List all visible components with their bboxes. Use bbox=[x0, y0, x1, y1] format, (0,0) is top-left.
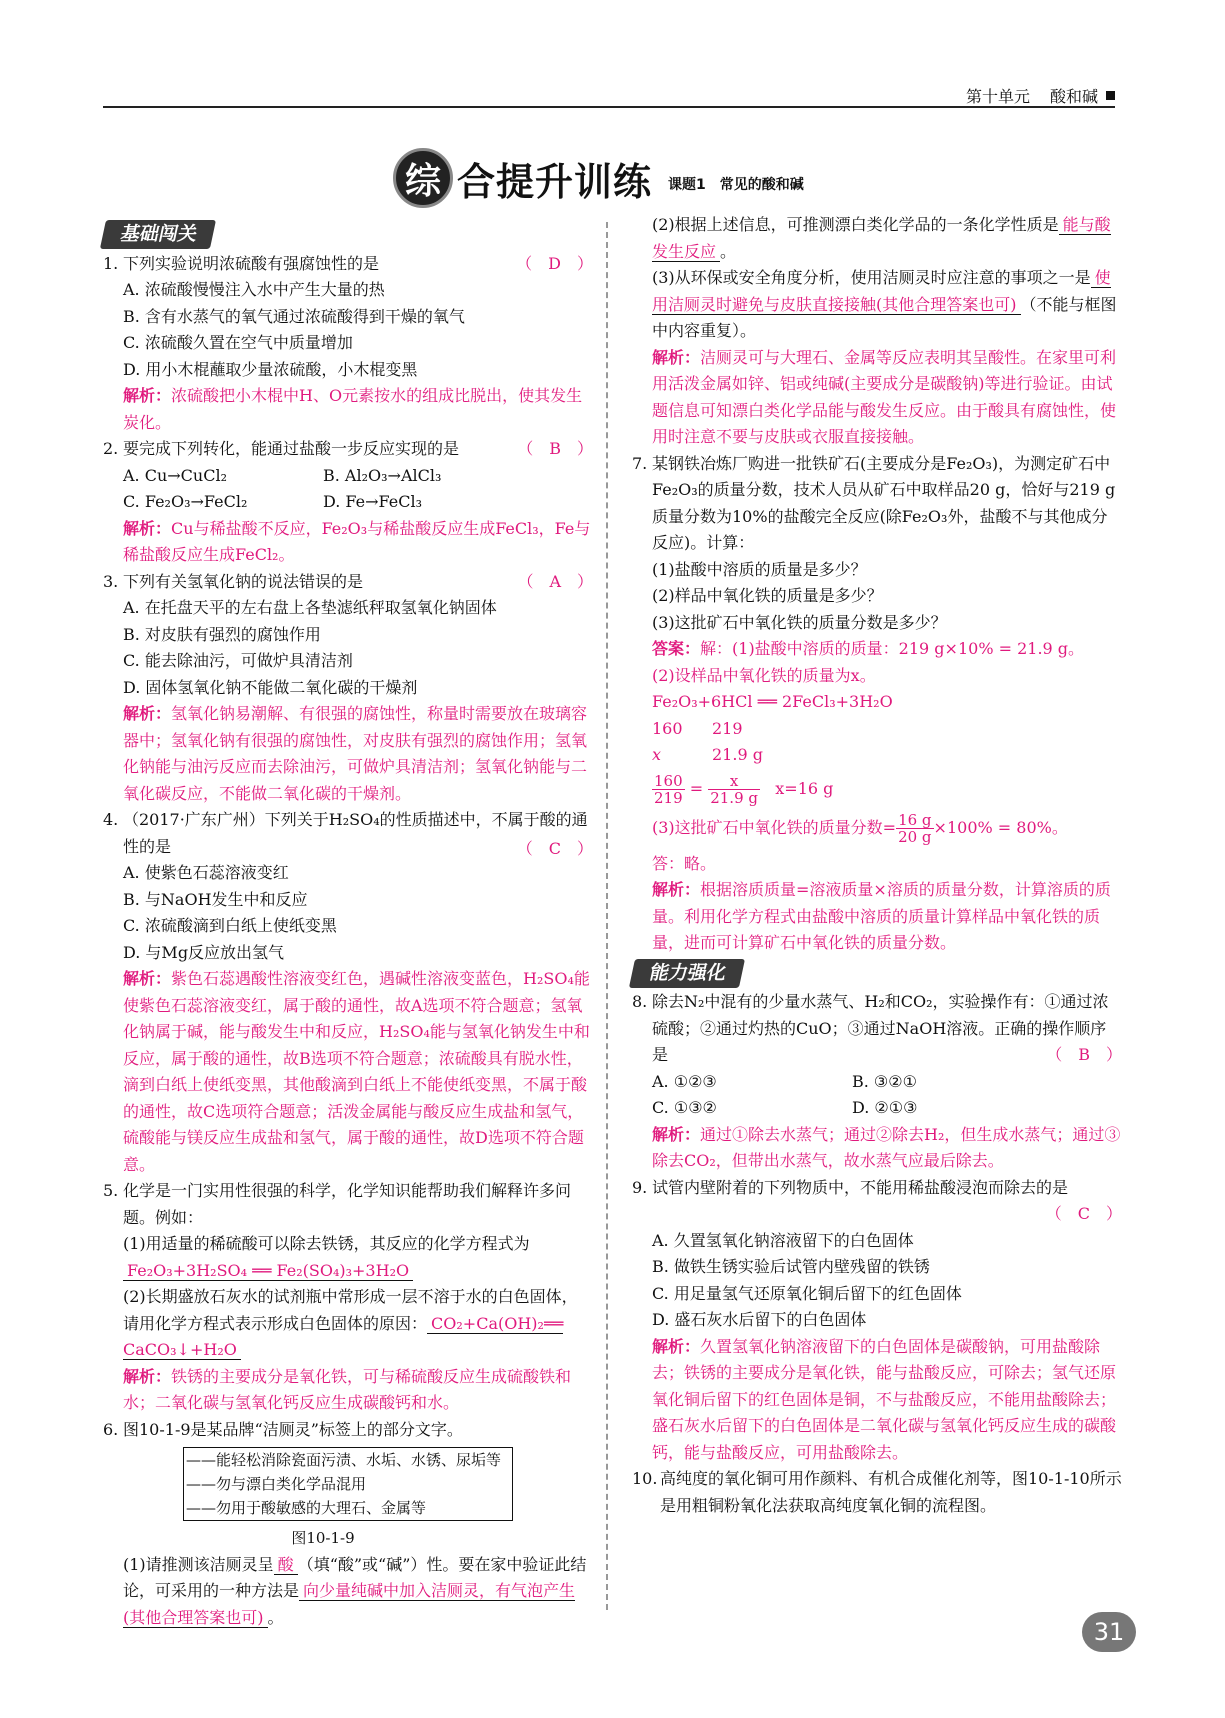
solution-line: (2)设样品中氧化铁的质量为x。 bbox=[652, 665, 876, 685]
right-column bbox=[632, 212, 1122, 1519]
sub-question: (1)盐酸中溶质的质量是多少？ bbox=[652, 559, 867, 579]
question-6 bbox=[103, 1417, 593, 1632]
title-main: 合提升训练 bbox=[457, 159, 653, 204]
analysis-2 bbox=[103, 516, 593, 569]
sub-question: (2)根据上述信息，可推测漂白类化学品的一条化学性质是 bbox=[652, 215, 1059, 234]
fill-answer: 能与酸发生反应 bbox=[652, 215, 1111, 261]
ratio-value: 219 bbox=[712, 718, 743, 738]
sub-question: (2)长期盛放石灰水的试剂瓶中常形成一层不溶于水的白色固体，请用化学方程式表示形成白色固体的原因： bbox=[123, 1287, 578, 1333]
option: B. 对皮肤有强烈的腐蚀作用 bbox=[123, 624, 321, 644]
question-3 bbox=[103, 569, 593, 702]
question-number: 10. bbox=[632, 1469, 658, 1488]
sub-question: （不能与框图中内容重复）。 bbox=[652, 294, 1117, 340]
fill-answer: 酸 bbox=[274, 1555, 298, 1575]
option: A. Cu→CuCl₂ bbox=[123, 465, 227, 485]
analysis-label: 解析： bbox=[652, 880, 701, 899]
option: A. 久置氢氧化钠溶液留下的白色固体 bbox=[652, 1230, 914, 1250]
question-6-cont bbox=[632, 212, 1122, 345]
analysis-text: 洁厕灵可与大理石、金属等反应表明其呈酸性。在家里可利用活泼金属如锌、铝或纯碱(主要成分是碳酸钠)等进行验证。由试题信息可知漂白类化学品能与酸发生反应。由于酸具有腐蚀性，使用时注意不要与皮肤或衣服直接接触。 bbox=[652, 347, 1117, 446]
question-number: 6. bbox=[103, 1419, 119, 1439]
label-line: ——勿与漂白类化学品混用 bbox=[186, 1475, 367, 1493]
question-stem: 某钢铁冶炼厂购进一批铁矿石(主要成分是Fe₂O₃)，为测定矿石中Fe₂O₃的质量分数，技术人员从矿石中取样品20 g，恰好与219 g质量分数为10%的盐酸完全反应(除Fe₂O₃外，盐酸不与其他成分反应)。计算： bbox=[652, 453, 1116, 552]
header-unit: 第十单元 bbox=[965, 86, 1030, 106]
question-9 bbox=[632, 1175, 1122, 1334]
option: A. 浓硫酸慢慢注入水中产生大量的热 bbox=[123, 280, 385, 299]
analysis-label: 解析： bbox=[123, 1366, 172, 1386]
option: B. 含有水蒸气的氧气通过浓硫酸得到干燥的氧气 bbox=[123, 306, 465, 326]
analysis-3 bbox=[103, 701, 593, 807]
fill-answer: 向少量纯碱中加入洁厕灵，有气泡产生(其他合理答案也可) bbox=[123, 1581, 576, 1627]
option: C. 浓硫酸久置在空气中质量增加 bbox=[123, 333, 353, 352]
solution-line: ×100% = 80%。 bbox=[933, 817, 1068, 837]
numerator: 160 bbox=[654, 771, 683, 790]
punct: 。 bbox=[267, 1607, 284, 1627]
solution-line: 答：略。 bbox=[652, 853, 717, 873]
option: C. ①③② bbox=[652, 1098, 717, 1117]
question-stem: 要完成下列转化，能通过盐酸一步反应实现的是 bbox=[123, 439, 460, 458]
result: x=16 g bbox=[775, 778, 834, 798]
analysis-8 bbox=[632, 1122, 1122, 1175]
option: C. 浓硫酸滴到白纸上使纸变黑 bbox=[123, 916, 337, 935]
running-header bbox=[103, 84, 1115, 108]
answer: （ C ） bbox=[1045, 1204, 1122, 1223]
option: C. 用足量氢气还原氧化铜后留下的红色固体 bbox=[652, 1283, 962, 1303]
title-circle: 综 bbox=[393, 148, 453, 208]
analysis-text: 久置氢氧化钠溶液留下的白色固体是碳酸钠，可用盐酸除去；铁锈的主要成分是氧化铁，能与盐酸反应，可除去；氢气还原氧化铜后留下的红色固体是铜，不与盐酸反应，不能用盐酸除去；盛石灰水后留下的白色固体是二氧化碳与氢氧化钙反应生成的碳酸钙，能与盐酸反应，可用盐酸除去。 bbox=[652, 1336, 1117, 1462]
question-stem: 下列实验说明浓硫酸有强腐蚀性的是 bbox=[123, 253, 380, 273]
answer-label: 答案： bbox=[652, 639, 701, 658]
title-sub: 课题1 常见的酸和碱 bbox=[668, 177, 804, 193]
option: A. 使紫色石蕊溶液变红 bbox=[123, 863, 289, 882]
sub-question: （填“酸”或“碱”）性。要在家中验证此结论，可采用的一种方法是 bbox=[123, 1554, 587, 1600]
analysis-label: 解析： bbox=[123, 518, 172, 538]
fill-answer: 使用洁厕灵时避免与皮肤直接接触(其他合理答案也可) bbox=[652, 268, 1111, 314]
equation: Fe₂O₃+6HCl ══ 2FeCl₃+3H₂O bbox=[652, 692, 893, 711]
ratio-value: 21.9 g bbox=[712, 745, 763, 764]
fill-answer: Fe₂O₃+3H₂SO₄ ══ Fe₂(SO₄)₃+3H₂O bbox=[123, 1261, 413, 1281]
question-number: 7. bbox=[632, 453, 648, 473]
option: B. 做铁生锈实验后试管内壁残留的铁锈 bbox=[652, 1257, 930, 1276]
question-number: 5. bbox=[103, 1181, 119, 1200]
section-ability: 能力强化 bbox=[629, 959, 745, 988]
question-4 bbox=[103, 807, 593, 966]
question-stem: （2017·广东广州）下列关于H₂SO₄的性质描述中，不属于酸的通性的是 bbox=[123, 810, 588, 856]
question-stem: 下列有关氢氧化钠的说法错误的是 bbox=[123, 571, 364, 591]
analysis-text: 通过①除去水蒸气；通过②除去H₂，但生成水蒸气；通过③除去CO₂，但带出水蒸气，故水蒸气应最后除去。 bbox=[652, 1124, 1121, 1170]
column-divider bbox=[606, 222, 608, 1610]
question-1 bbox=[103, 251, 593, 384]
analysis-4 bbox=[103, 966, 593, 1178]
options-row bbox=[103, 463, 593, 490]
option: B. 与NaOH发生中和反应 bbox=[123, 889, 308, 909]
sub-question: (2)样品中氧化铁的质量是多少？ bbox=[652, 586, 883, 605]
punct: 。 bbox=[720, 241, 737, 261]
question-number: 9. bbox=[632, 1177, 648, 1197]
product-label-box bbox=[183, 1447, 513, 1521]
ratio-value: 160 bbox=[652, 718, 683, 738]
section-basic: 基础闯关 bbox=[100, 220, 216, 249]
analysis-7 bbox=[632, 877, 1122, 957]
question-number: 2. bbox=[103, 439, 119, 458]
analysis-text: 铁锈的主要成分是氧化铁，可与稀硫酸反应生成硫酸铁和水；二氧化碳与氢氧化钙反应生成碳酸钙和水。 bbox=[123, 1366, 572, 1412]
option: B. ③②① bbox=[852, 1071, 917, 1091]
option: A. ①②③ bbox=[652, 1071, 717, 1091]
option: C. 能去除油污，可做炉具清洁剂 bbox=[123, 651, 353, 670]
answer: （ A ） bbox=[517, 571, 593, 591]
denominator: 20 g bbox=[898, 827, 932, 846]
numerator: x bbox=[708, 773, 760, 790]
page-number: 31 bbox=[1082, 1612, 1136, 1652]
solution-line: (3)这批矿石中氧化铁的质量分数= bbox=[652, 817, 897, 837]
question-5 bbox=[103, 1178, 593, 1364]
question-stem: 图10-1-9是某品牌“洁厕灵”标签上的部分文字。 bbox=[123, 1419, 463, 1439]
figure-caption: 图10-1-9 bbox=[291, 1529, 355, 1547]
analysis-text: 浓硫酸把小木棍中H、O元素按水的组成比脱出，使其发生炭化。 bbox=[123, 386, 583, 432]
question-8 bbox=[632, 989, 1122, 1069]
analysis-label: 解析： bbox=[123, 704, 172, 723]
fraction bbox=[652, 773, 685, 806]
option: D. ②①③ bbox=[852, 1098, 918, 1117]
analysis-text: 紫色石蕊遇酸性溶液变红色，遇碱性溶液变蓝色，H₂SO₄能使紫色石蕊溶液变红，属于酸的通性，故A选项不符合题意；氢氧化钠属于碱，能与酸发生中和反应，H₂SO₄能与氢氧化钠发生中和反应，属于酸的通性，故B选项不符合题意；浓硫酸具有脱水性，滴到白纸上使纸变黑，其他酸滴到白纸上不能使纸变黑，不属于酸的通性，故C选项符合题意；活泼金属能与酸反应生成盐和氢气，硫酸能与镁反应生成盐和氢气，属于酸的通性，故D选项不符合题意。 bbox=[123, 969, 590, 1174]
question-10 bbox=[632, 1466, 1122, 1519]
sub-question: (1)用适量的稀硫酸可以除去铁锈，其反应的化学方程式为 bbox=[123, 1234, 530, 1253]
denominator: 219 bbox=[654, 788, 683, 807]
option: D. 用小木棍蘸取少量浓硫酸，小木棍变黑 bbox=[123, 359, 418, 379]
numerator: 16 g bbox=[898, 810, 932, 829]
analysis-text: Cu与稀盐酸不反应，Fe₂O₃与稀盐酸反应生成FeCl₃，Fe与稀盐酸反应生成FeCl₂。 bbox=[123, 518, 591, 564]
options-row bbox=[632, 1069, 1122, 1096]
option: D. 盛石灰水后留下的白色固体 bbox=[652, 1310, 867, 1329]
question-stem: 除去N₂中混有的少量水蒸气、H₂和CO₂，实验操作有：①通过浓硫酸；②通过灼热的CuO；③通过NaOH溶液。正确的操作顺序是 bbox=[652, 992, 1109, 1064]
answer: （ C ） bbox=[516, 838, 593, 858]
analysis-9 bbox=[632, 1334, 1122, 1467]
analysis-1 bbox=[103, 383, 593, 436]
page-title bbox=[393, 148, 804, 208]
analysis-label: 解析： bbox=[652, 1336, 701, 1356]
fraction bbox=[896, 812, 933, 845]
option: D. 固体氢氧化钠不能做二氧化碳的干燥剂 bbox=[123, 677, 418, 697]
denominator: 21.9 g bbox=[710, 788, 758, 807]
analysis-text: 氢氧化钠易潮解、有很强的腐蚀性，称量时需要放在玻璃容器中；氢氧化钠有很强的腐蚀性，对皮肤有强烈的腐蚀作用；氢氧化钠能与油污反应而去除油污，可做炉具清洁剂；氢氧化钠能与二氧化碳反应，不能做二氧化碳的干燥剂。 bbox=[123, 704, 588, 803]
sub-question: (3)从环保或安全角度分析，使用洁厕灵时应注意的事项之一是 bbox=[652, 268, 1091, 287]
option: D. 与Mg反应放出氢气 bbox=[123, 942, 285, 962]
sub-question: (1)请推测该洁厕灵呈 bbox=[123, 1554, 274, 1574]
analysis-6 bbox=[632, 345, 1122, 451]
answer: （ B ） bbox=[1046, 1045, 1122, 1064]
header-topic: 酸和碱 bbox=[1049, 86, 1098, 106]
square-icon bbox=[1106, 91, 1115, 100]
analysis-label: 解析： bbox=[123, 969, 172, 988]
answer: （ D ） bbox=[516, 253, 593, 273]
sub-question: (3)这批矿石中氧化铁的质量分数是多少？ bbox=[652, 612, 947, 632]
option: D. Fe→FeCl₃ bbox=[323, 492, 422, 511]
fraction bbox=[708, 773, 760, 806]
answer: （ B ） bbox=[517, 439, 593, 458]
options-row bbox=[632, 1095, 1122, 1122]
question-stem: 化学是一门实用性很强的科学，化学知识能帮助我们解释许多问题。例如： bbox=[123, 1181, 572, 1227]
question-stem: 试管内壁附着的下列物质中，不能用稀盐酸浸泡而除去的是 bbox=[652, 1177, 1069, 1197]
option: A. 在托盘天平的左右盘上各垫滤纸秤取氢氧化钠固体 bbox=[123, 598, 497, 617]
question-number: 3. bbox=[103, 571, 119, 591]
question-7 bbox=[632, 451, 1122, 878]
question-stem: 高纯度的氧化铜可用作颜料、有机合成催化剂等，图10-1-10所示是用粗铜粉氧化法获取高纯度氧化铜的流程图。 bbox=[660, 1469, 1122, 1515]
analysis-5 bbox=[103, 1364, 593, 1417]
analysis-label: 解析： bbox=[123, 386, 172, 405]
options-row bbox=[103, 489, 593, 516]
left-column bbox=[103, 218, 593, 1631]
solution-line: 解：(1)盐酸中溶质的质量：219 g×10% = 21.9 g。 bbox=[700, 639, 1085, 658]
option: B. Al₂O₃→AlCl₃ bbox=[323, 465, 442, 485]
label-line: ——勿用于酸敏感的大理石、金属等 bbox=[186, 1499, 427, 1517]
question-number: 8. bbox=[632, 992, 648, 1011]
analysis-text: 根据溶质质量=溶液质量×溶质的质量分数，计算溶质的质量。利用化学方程式由盐酸中溶质的质量计算样品中氧化铁的质量，进而可计算矿石中氧化铁的质量分数。 bbox=[652, 880, 1111, 952]
fill-answer: CO₂+Ca(OH)₂══ CaCO₃↓+H₂O bbox=[123, 1313, 564, 1359]
solution: 答案：解：(1)盐酸中溶质的质量：219 g×10% = 21.9 g。 (2)设样品中氧化铁的质量为x。 Fe₂O₃+6HCl ══ 2FeCl₃+3H₂O 160 219 x 21.9 g $\frac{160}{219}$ = $\frac{x}{21.9 g}$ x=16 g (3)这批矿石中氧化铁的质量分数= $\frac{16 g}{20 g}$ ×100% = 80%。 答：略。 bbox=[652, 636, 1122, 877]
label-line: ——能轻松消除瓷面污渍、水垢、水锈、尿垢等 bbox=[186, 1451, 502, 1469]
analysis-label: 解析： bbox=[652, 1124, 701, 1144]
question-2 bbox=[103, 436, 593, 463]
ratio-value: x bbox=[652, 745, 662, 764]
option: C. Fe₂O₃→FeCl₂ bbox=[123, 492, 248, 511]
question-number: 1. bbox=[103, 253, 119, 273]
question-number: 4. bbox=[103, 810, 119, 829]
analysis-label: 解析： bbox=[652, 347, 701, 367]
